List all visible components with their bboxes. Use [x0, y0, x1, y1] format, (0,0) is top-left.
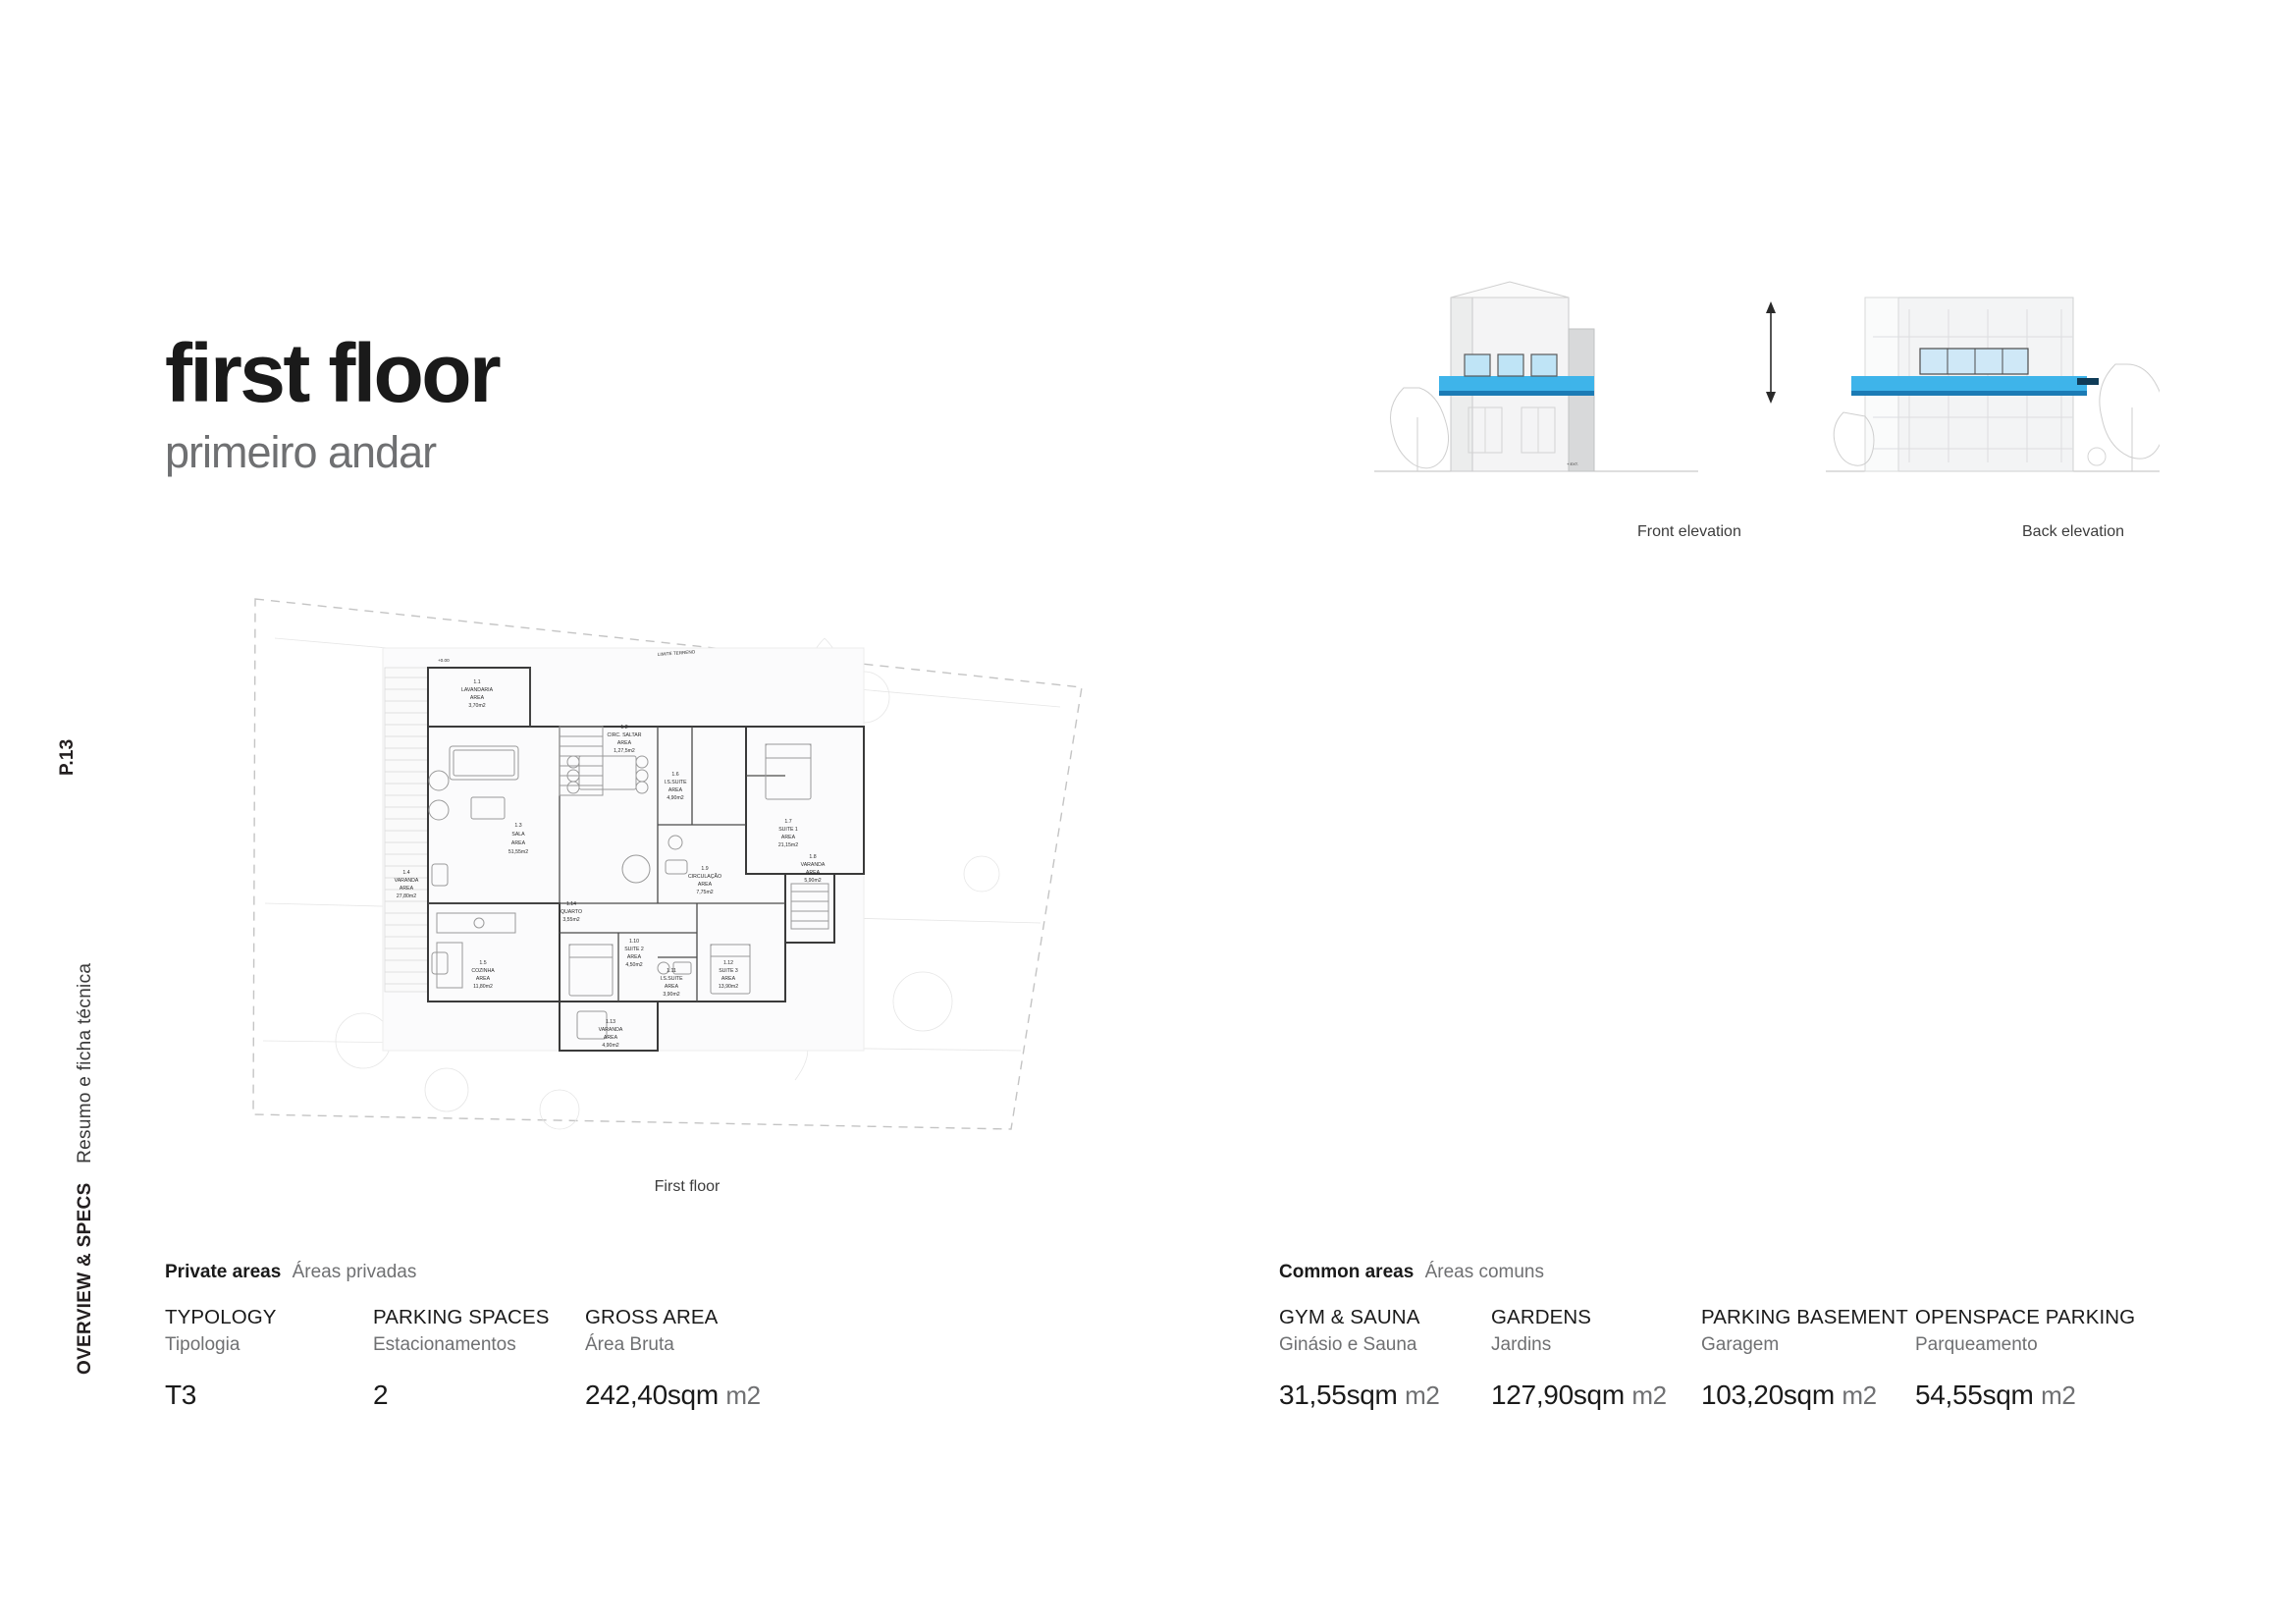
svg-text:13,90m2: 13,90m2 — [718, 984, 739, 990]
floorplan-caption: First floor — [654, 1178, 721, 1195]
svg-text:4,90m2: 4,90m2 — [667, 795, 684, 801]
spec-gross-area-value-text: 242,40sqm — [585, 1380, 719, 1410]
spec-parking-spaces-label-pt: Estacionamentos — [373, 1334, 516, 1355]
common-areas-title-en: Common areas — [1279, 1262, 1415, 1282]
spec-gardens-unit: m2 — [1631, 1380, 1667, 1410]
floorplan — [236, 579, 1139, 1168]
svg-text:3,55m2: 3,55m2 — [562, 917, 580, 923]
spec-gardens — [1491, 1306, 1667, 1411]
spec-openspace-parking — [1915, 1306, 2135, 1411]
spec-parking-spaces — [373, 1306, 550, 1411]
elevations-drawing — [1374, 270, 2160, 515]
floorplan-drawing — [236, 579, 1139, 1168]
svg-text:AREA: AREA — [510, 840, 526, 846]
spec-parking-spaces-value — [373, 1380, 550, 1411]
svg-text:AREA: AREA — [475, 976, 491, 982]
svg-text:1.10: 1.10 — [628, 939, 640, 945]
spec-openspace-parking-unit: m2 — [2041, 1380, 2076, 1410]
svg-text:51,55m2: 51,55m2 — [507, 849, 529, 855]
spec-typology-label-en: TYPOLOGY — [165, 1306, 277, 1328]
svg-text:AREA: AREA — [603, 1035, 618, 1041]
spec-gardens-value-text: 127,90sqm — [1491, 1380, 1625, 1410]
svg-text:4,50m2: 4,50m2 — [625, 962, 643, 968]
svg-text:+ EXT.: + EXT. — [1567, 461, 1578, 466]
page-title-block — [165, 327, 500, 477]
svg-text:VARANDA: VARANDA — [800, 862, 826, 868]
svg-text:COZINHA: COZINHA — [471, 968, 495, 974]
spec-typology-value — [165, 1380, 277, 1411]
spec-gardens-label-pt: Jardins — [1491, 1334, 1552, 1355]
svg-text:27,80m2: 27,80m2 — [396, 893, 417, 899]
svg-text:1.3: 1.3 — [514, 823, 522, 829]
page-number: P.13 — [57, 738, 78, 776]
spec-parking-spaces-label-en: PARKING SPACES — [373, 1306, 550, 1328]
svg-text:3,90m2: 3,90m2 — [663, 992, 680, 998]
spec-typology-label-pt: Tipologia — [165, 1334, 240, 1355]
spec-parking-basement-label-en: PARKING BASEMENT — [1701, 1306, 1908, 1328]
spec-parking-basement-label-pt: Garagem — [1701, 1334, 1780, 1355]
section-label-pt: Resumo e ficha técnica — [75, 962, 95, 1164]
svg-text:4,90m2: 4,90m2 — [602, 1043, 619, 1049]
svg-text:3,70m2: 3,70m2 — [468, 703, 486, 709]
svg-text:VARANDA: VARANDA — [598, 1027, 623, 1033]
svg-text:1.9: 1.9 — [701, 866, 709, 872]
elevation-height-arrow — [1766, 301, 1776, 404]
front-elevation-caption: Front elevation — [1637, 523, 1741, 540]
spec-gross-area-label-en: GROSS AREA — [585, 1306, 719, 1328]
svg-text:AREA: AREA — [616, 740, 632, 746]
spec-gym-sauna — [1279, 1306, 1440, 1411]
spec-parking-basement-value-text: 103,20sqm — [1701, 1380, 1835, 1410]
specs-section — [0, 1262, 2296, 1410]
svg-text:LAVANDARIA: LAVANDARIA — [460, 687, 494, 693]
elevations-block — [1374, 270, 2160, 540]
svg-text:1.13: 1.13 — [605, 1019, 616, 1025]
svg-text:1.14: 1.14 — [565, 901, 577, 907]
svg-text:SUITE 3: SUITE 3 — [719, 968, 738, 974]
svg-text:AREA: AREA — [399, 886, 414, 892]
spec-parking-spaces-value-text: 2 — [373, 1380, 389, 1410]
spec-parking-basement-unit: m2 — [1842, 1380, 1877, 1410]
svg-text:1.5: 1.5 — [479, 960, 487, 966]
svg-text:1.2: 1.2 — [620, 725, 628, 731]
spec-openspace-parking-value-text: 54,55sqm — [1915, 1380, 2034, 1410]
page-title: first floor — [165, 327, 500, 419]
svg-text:VARANDA: VARANDA — [394, 878, 419, 884]
svg-text:11,80m2: 11,80m2 — [473, 984, 493, 990]
svg-text:AREA: AREA — [664, 984, 679, 990]
svg-text:QUARTO: QUARTO — [560, 909, 583, 915]
spec-gym-sauna-value — [1279, 1380, 1440, 1411]
svg-text:CIRCULAÇÃO: CIRCULAÇÃO — [687, 874, 722, 880]
svg-text:1.4: 1.4 — [402, 870, 410, 876]
svg-text:+0.00: +0.00 — [438, 658, 450, 663]
spec-gross-area — [585, 1306, 761, 1411]
svg-text:AREA: AREA — [626, 954, 642, 960]
section-label-en: OVERVIEW & SPECS — [75, 1182, 95, 1375]
back-elevation-caption: Back elevation — [2022, 523, 2125, 540]
svg-text:AREA: AREA — [780, 835, 796, 840]
spec-gross-area-value — [585, 1380, 761, 1411]
svg-text:7,75m2: 7,75m2 — [696, 890, 714, 895]
svg-text:SUITE 2: SUITE 2 — [624, 947, 644, 952]
svg-text:I.S.SUITE: I.S.SUITE — [660, 976, 683, 982]
private-areas-group-title — [165, 1262, 416, 1283]
svg-text:SUITE 1: SUITE 1 — [778, 827, 798, 833]
spec-openspace-parking-label-pt: Parqueamento — [1915, 1334, 2038, 1355]
svg-text:1.8: 1.8 — [809, 854, 817, 860]
spec-gross-area-unit: m2 — [725, 1380, 761, 1410]
spec-gym-sauna-label-pt: Ginásio e Sauna — [1279, 1334, 1417, 1355]
svg-text:1.11: 1.11 — [667, 968, 676, 974]
spec-gardens-value — [1491, 1380, 1667, 1411]
common-areas-group-title — [1279, 1262, 1544, 1283]
spec-gym-sauna-label-en: GYM & SAUNA — [1279, 1306, 1420, 1328]
spec-gardens-label-en: GARDENS — [1491, 1306, 1592, 1328]
svg-text:1.6: 1.6 — [671, 772, 679, 778]
common-areas-title-pt: Áreas comuns — [1424, 1262, 1545, 1282]
svg-text:21,15m2: 21,15m2 — [777, 842, 799, 848]
svg-text:1,27,5m2: 1,27,5m2 — [614, 748, 635, 754]
svg-text:SALA: SALA — [511, 832, 525, 838]
svg-text:1.1: 1.1 — [473, 679, 481, 685]
svg-text:AREA: AREA — [805, 870, 821, 876]
spec-openspace-parking-label-en: OPENSPACE PARKING — [1915, 1306, 2136, 1328]
spec-gym-sauna-value-text: 31,55sqm — [1279, 1380, 1398, 1410]
spec-openspace-parking-value — [1915, 1380, 2135, 1411]
svg-text:1.7: 1.7 — [784, 819, 792, 825]
spec-gross-area-label-pt: Área Bruta — [585, 1334, 674, 1355]
svg-text:I.S.SUITE: I.S.SUITE — [664, 780, 687, 785]
svg-text:AREA: AREA — [469, 695, 485, 701]
spec-parking-basement — [1701, 1306, 1908, 1411]
svg-text:5,90m2: 5,90m2 — [804, 878, 822, 884]
back-elevation-drawing — [1826, 298, 2160, 471]
spec-parking-basement-value — [1701, 1380, 1908, 1411]
svg-text:1.12: 1.12 — [722, 960, 734, 966]
svg-text:LIMITE TERRENO: LIMITE TERRENO — [657, 649, 696, 657]
spec-typology — [165, 1306, 277, 1411]
spec-typology-value-text: T3 — [165, 1380, 197, 1410]
page-subtitle: primeiro andar — [165, 427, 437, 477]
private-areas-title-en: Private areas — [165, 1262, 282, 1282]
svg-text:CIRC. SALTAR: CIRC. SALTAR — [607, 732, 642, 738]
front-elevation-drawing — [1374, 282, 1698, 471]
svg-text:AREA: AREA — [721, 976, 736, 982]
private-areas-title-pt: Áreas privadas — [292, 1262, 417, 1282]
svg-text:AREA: AREA — [697, 882, 713, 888]
spec-gym-sauna-unit: m2 — [1405, 1380, 1440, 1410]
svg-text:AREA: AREA — [667, 787, 683, 793]
